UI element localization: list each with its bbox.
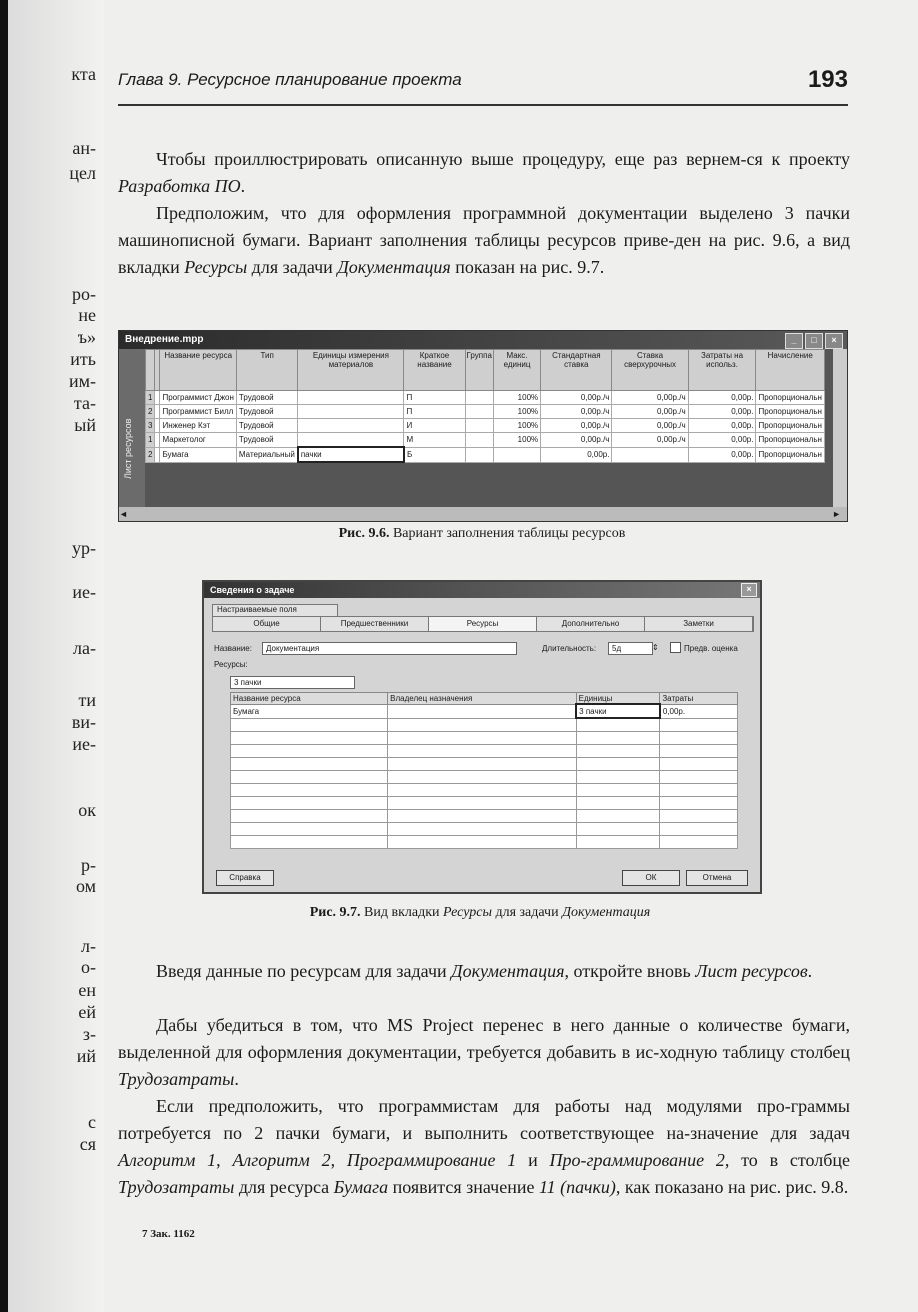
cell[interactable]: [465, 447, 493, 462]
page-footer: 7 Зак. 1162: [142, 1228, 195, 1240]
task-info-dialog: [202, 580, 762, 894]
horizontal-scrollbar[interactable]: [119, 507, 847, 521]
edit-bar[interactable]: 3 пачки: [230, 676, 355, 689]
estimate-checkbox[interactable]: [670, 642, 681, 653]
cell[interactable]: 0,00р./ч: [612, 419, 688, 433]
edge-fragment: не: [78, 305, 96, 325]
row-id[interactable]: 2: [146, 447, 155, 462]
minimize-icon[interactable]: _: [785, 333, 803, 349]
cell[interactable]: [465, 405, 493, 419]
cell[interactable]: [388, 784, 577, 797]
cell[interactable]: 100%: [493, 405, 540, 419]
column-header[interactable]: Название ресурса: [160, 350, 236, 391]
help-button[interactable]: Справка: [216, 870, 274, 886]
column-header[interactable]: [146, 350, 155, 391]
table-row[interactable]: [146, 447, 825, 462]
edge-fragment: ти: [78, 690, 96, 710]
view-bar: [119, 349, 145, 507]
cell[interactable]: Трудовой: [236, 419, 297, 433]
figure-caption-9-7: Рис. 9.7. Вид вкладки Ресурсы для задачи Документация: [309, 905, 651, 920]
empty-row[interactable]: [231, 823, 738, 836]
edge-fragment: ро-: [72, 284, 96, 304]
edge-fragment: ей: [78, 1002, 96, 1022]
facing-page-edge: [0, 0, 100, 1312]
edge-fragment: л-: [81, 936, 96, 956]
cell[interactable]: Б: [404, 447, 465, 462]
edge-fragment: ур-: [72, 538, 96, 558]
edge-fragment: ий: [76, 1046, 96, 1066]
table-row[interactable]: [146, 405, 825, 419]
row-id[interactable]: 1: [146, 391, 155, 405]
spin-icon[interactable]: ⇕: [652, 643, 659, 652]
cell[interactable]: П: [404, 391, 465, 405]
cell[interactable]: [660, 836, 738, 849]
edge-fragment: ен: [78, 980, 96, 1000]
cell[interactable]: 0,00р.: [688, 433, 756, 448]
cell[interactable]: [465, 391, 493, 405]
cell[interactable]: [660, 718, 738, 732]
column-header[interactable]: Стандартная ставка: [541, 350, 612, 391]
cell[interactable]: [576, 745, 660, 758]
column-header[interactable]: Тип: [236, 350, 297, 391]
cell[interactable]: [576, 771, 660, 784]
empty-row[interactable]: [231, 732, 738, 745]
edge-fragment: та-: [73, 393, 96, 413]
view-bar-label: Лист ресурсов: [123, 418, 133, 479]
cell[interactable]: 0,00р.: [541, 447, 612, 462]
cell[interactable]: [576, 784, 660, 797]
cell[interactable]: [298, 419, 404, 433]
cell[interactable]: Трудовой: [236, 405, 297, 419]
tab-general[interactable]: Общие: [213, 617, 321, 631]
resources-label: Ресурсы:: [214, 660, 248, 669]
cell[interactable]: [231, 732, 388, 745]
cell[interactable]: [576, 823, 660, 836]
cell[interactable]: [388, 771, 577, 784]
cell[interactable]: [388, 718, 577, 732]
cell[interactable]: Программист Билл: [160, 405, 236, 419]
cell[interactable]: [660, 784, 738, 797]
edge-fragment: ом: [75, 876, 96, 896]
cell[interactable]: Инженер Кэт: [160, 419, 236, 433]
cell[interactable]: [298, 391, 404, 405]
tab-resources[interactable]: Ресурсы: [429, 617, 537, 631]
edge-fragment: ла-: [73, 638, 96, 658]
edge-fragment: о-: [81, 957, 96, 977]
edge-fragment: ся: [79, 1134, 96, 1154]
cell[interactable]: [388, 797, 577, 810]
duration-field[interactable]: 5д: [608, 642, 653, 655]
empty-row[interactable]: [231, 784, 738, 797]
paragraph-5: Если предположить, что программистам для работы над модулями про-граммы потребуется по 2 пачки бумаги, и выполнить соответствующее на-значение для задач Алгоритм 1, Алгоритм 2, Программирование 1 и Про-граммирование 2, то в столбце Трудозатраты для ресурса Бумага появится значение 11 (пачки), как показано на рис. рис. 9.8.: [118, 1096, 851, 1197]
table-row[interactable]: [146, 391, 825, 405]
cell[interactable]: [231, 745, 388, 758]
tab-predecessors[interactable]: Предшественники: [321, 617, 429, 631]
cell[interactable]: [388, 732, 577, 745]
resource-sheet-window: [118, 330, 848, 522]
cell[interactable]: П: [404, 405, 465, 419]
cell[interactable]: [231, 784, 388, 797]
cell[interactable]: 0,00р.: [688, 419, 756, 433]
edge-fragment: з-: [82, 1024, 96, 1044]
cell[interactable]: Бумага: [231, 704, 388, 718]
cell[interactable]: 0,00р./ч: [612, 391, 688, 405]
column-header[interactable]: Затраты на использ.: [688, 350, 756, 391]
dialog-titlebar: [204, 582, 760, 598]
cell[interactable]: Пропорциональн: [756, 419, 825, 433]
cell[interactable]: 0,00р.: [688, 405, 756, 419]
col-resource-name[interactable]: Название ресурса: [231, 693, 388, 705]
cell[interactable]: пачки: [298, 447, 404, 462]
cell[interactable]: И: [404, 419, 465, 433]
page-number: 193: [807, 66, 848, 93]
cancel-button[interactable]: Отмена: [686, 870, 748, 886]
task-name-field[interactable]: Документация: [262, 642, 517, 655]
paragraph-4: Дабы убедиться в том, что MS Project перенес в него данные о количестве бумаги, выделенной для оформления документации, требуется добавить в ис-ходную таблицу столбец Трудозатраты.: [118, 1015, 850, 1089]
cell[interactable]: [576, 836, 660, 849]
maximize-icon[interactable]: □: [805, 333, 823, 349]
cell[interactable]: [660, 732, 738, 745]
cell[interactable]: [231, 718, 388, 732]
empty-row[interactable]: [231, 718, 738, 732]
cell[interactable]: Программист Джон: [160, 391, 236, 405]
paragraph-1: Чтобы проиллюстрировать описанную выше процедуру, еще раз вернем-ся к проекту Разработка ПО.: [118, 149, 850, 196]
cell[interactable]: [465, 419, 493, 433]
cell[interactable]: Трудовой: [236, 433, 297, 448]
running-header: [118, 64, 848, 106]
cell[interactable]: Бумага: [160, 447, 236, 462]
cell[interactable]: 0,00р./ч: [612, 405, 688, 419]
column-header[interactable]: Ставка сверхурочных: [612, 350, 688, 391]
tab-advanced[interactable]: Дополнительно: [537, 617, 645, 631]
cell[interactable]: [576, 797, 660, 810]
cell[interactable]: [493, 447, 540, 462]
cell[interactable]: [660, 810, 738, 823]
cell[interactable]: 3 пачки: [576, 704, 660, 718]
cell[interactable]: Маркетолог: [160, 433, 236, 448]
cell[interactable]: 0,00р./ч: [541, 433, 612, 448]
cell[interactable]: [231, 771, 388, 784]
edge-fragment: кта: [71, 64, 96, 84]
cell[interactable]: [298, 405, 404, 419]
cell[interactable]: 0,00р./ч: [541, 419, 612, 433]
scroll-right-icon[interactable]: ►: [832, 509, 841, 519]
tab-notes[interactable]: Заметки: [645, 617, 753, 631]
chapter-title: Глава 9. Ресурсное планирование проекта: [118, 70, 462, 89]
edge-fragment: р-: [81, 855, 96, 875]
figure-caption-9-6: Рис. 9.6. Вариант заполнения таблицы ресурсов: [338, 526, 626, 541]
cell[interactable]: 0,00р./ч: [541, 405, 612, 419]
edge-fragment: цел: [69, 163, 96, 183]
cell[interactable]: Пропорциональн: [756, 433, 825, 448]
empty-row[interactable]: [231, 758, 738, 771]
dialog-tabs: [212, 616, 754, 632]
cell[interactable]: М: [404, 433, 465, 448]
cell[interactable]: 0,00р./ч: [541, 391, 612, 405]
cell[interactable]: [388, 758, 577, 771]
col-units[interactable]: Единицы: [576, 693, 660, 705]
edge-fragment: с: [88, 1112, 96, 1132]
cell[interactable]: [660, 758, 738, 771]
edge-fragment: ие-: [72, 734, 96, 754]
column-header[interactable]: Краткое название: [404, 350, 465, 391]
cell[interactable]: 100%: [493, 391, 540, 405]
window-titlebar: [119, 331, 847, 349]
edge-fragment: ие-: [72, 582, 96, 602]
column-header[interactable]: Единицы измерения материалов: [298, 350, 404, 391]
cell[interactable]: [388, 823, 577, 836]
assignments-table: [230, 692, 738, 849]
cell[interactable]: 0,00р.: [688, 447, 756, 462]
cell[interactable]: [576, 718, 660, 732]
row-id[interactable]: 1: [146, 433, 155, 448]
row-id[interactable]: 3: [146, 419, 155, 433]
column-header[interactable]: Группа: [465, 350, 493, 391]
cell[interactable]: [231, 797, 388, 810]
empty-row[interactable]: [231, 771, 738, 784]
vertical-scrollbar[interactable]: [833, 349, 847, 507]
cell[interactable]: [660, 797, 738, 810]
cell[interactable]: Пропорциональн: [756, 447, 825, 462]
duration-label: Длительность:: [542, 644, 597, 653]
paragraph-3: Введя данные по ресурсам для задачи Документация, откройте вновь Лист ресурсов.: [156, 961, 813, 981]
col-cost[interactable]: Затраты: [660, 693, 738, 705]
cell[interactable]: [660, 771, 738, 784]
edge-fragment: ан-: [72, 138, 96, 158]
cell[interactable]: [576, 732, 660, 745]
cell[interactable]: [612, 447, 688, 462]
close-icon[interactable]: ×: [825, 333, 843, 349]
close-icon[interactable]: ×: [741, 583, 757, 597]
cell[interactable]: Материальный: [236, 447, 297, 462]
empty-row[interactable]: [231, 810, 738, 823]
edge-fragment: ить: [70, 349, 96, 369]
cell[interactable]: Пропорциональн: [756, 391, 825, 405]
edge-fragment: ъ»: [77, 327, 96, 347]
column-header[interactable]: Макс. единиц: [493, 350, 540, 391]
cell[interactable]: [576, 758, 660, 771]
cell[interactable]: [660, 823, 738, 836]
scroll-left-icon[interactable]: ◄: [119, 509, 128, 519]
empty-row[interactable]: [231, 745, 738, 758]
dialog-title: Сведения о задаче: [210, 585, 295, 595]
edge-fragment: ок: [78, 800, 96, 820]
table-row[interactable]: [146, 419, 825, 433]
column-header[interactable]: Начисление: [756, 350, 825, 391]
cell[interactable]: Пропорциональн: [756, 405, 825, 419]
tab-custom-fields[interactable]: Настраиваемые поля: [212, 604, 338, 617]
row-id[interactable]: 2: [146, 405, 155, 419]
edge-fragment: ый: [74, 415, 96, 435]
cell[interactable]: 0,00р.: [660, 704, 738, 718]
cell[interactable]: [576, 810, 660, 823]
empty-row[interactable]: [231, 797, 738, 810]
name-label: Название:: [214, 644, 252, 653]
cell[interactable]: [298, 433, 404, 448]
cell[interactable]: [231, 823, 388, 836]
cell[interactable]: 100%: [493, 419, 540, 433]
cell[interactable]: 0,00р.: [688, 391, 756, 405]
edge-fragment: им-: [68, 371, 96, 391]
paragraph-2: Предположим, что для оформления программной документации выделено 3 пачки машинописной бумаги. Вариант заполнения таблицы ресурсов приве-ден на рис. 9.6, а вид вкладки Ресурсы для задачи Документация показан на рис. 9.7.: [118, 203, 850, 277]
cell[interactable]: 0,00р./ч: [612, 433, 688, 448]
table-row[interactable]: [231, 704, 738, 718]
estimate-label: Предв. оценка: [684, 644, 738, 653]
cell[interactable]: [465, 433, 493, 448]
cell[interactable]: [388, 836, 577, 849]
cell[interactable]: [231, 810, 388, 823]
cell[interactable]: [388, 745, 577, 758]
cell[interactable]: 100%: [493, 433, 540, 448]
cell[interactable]: [388, 810, 577, 823]
cell[interactable]: [231, 836, 388, 849]
ok-button[interactable]: ОК: [622, 870, 680, 886]
cell[interactable]: [231, 758, 388, 771]
cell[interactable]: [388, 704, 577, 718]
col-owner[interactable]: Владелец назначения: [388, 693, 577, 705]
cell[interactable]: Трудовой: [236, 391, 297, 405]
table-row[interactable]: [146, 433, 825, 448]
cell[interactable]: [660, 745, 738, 758]
window-title: Внедрение.mpp: [125, 334, 204, 345]
resource-table: [145, 349, 825, 463]
empty-row[interactable]: [231, 836, 738, 849]
edge-fragment: ви-: [71, 712, 96, 732]
